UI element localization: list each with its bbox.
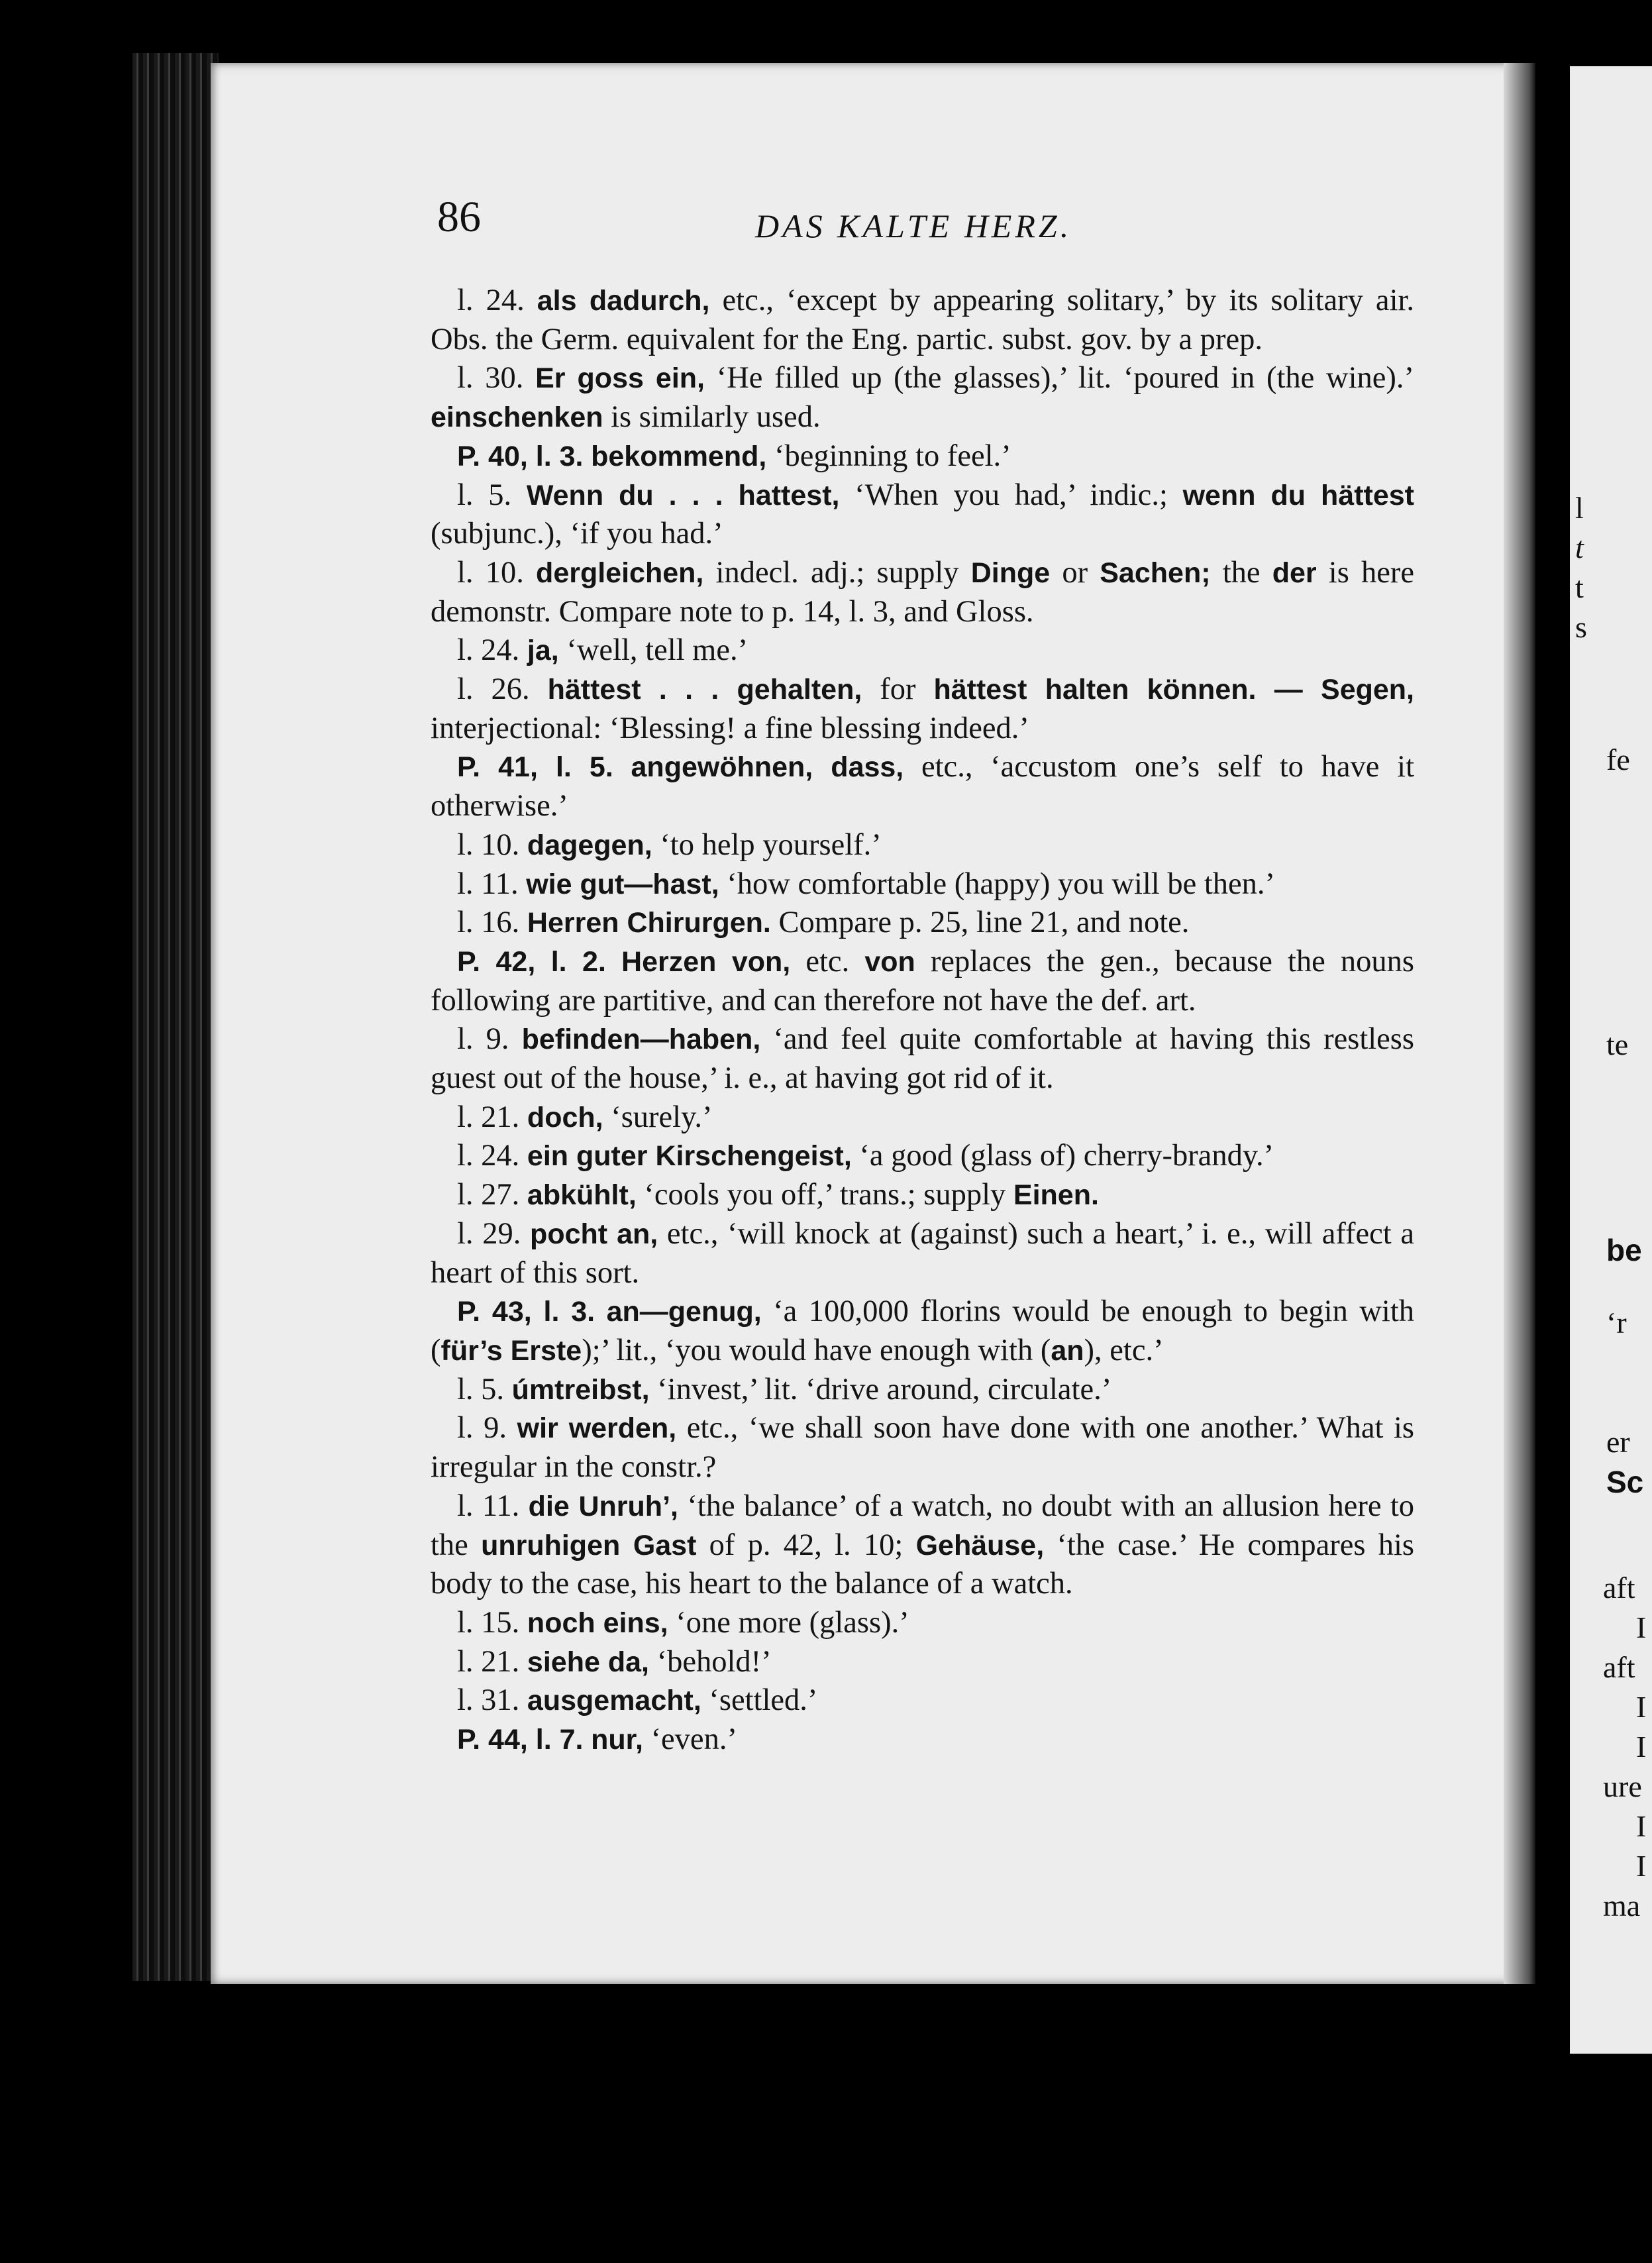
note-paragraph: l. 10. dagegen, ‘to help yourself.’ bbox=[457, 827, 882, 862]
notes-body bbox=[431, 282, 1414, 1760]
adjacent-fragment: I bbox=[1636, 1809, 1647, 1843]
adjacent-fragment: be bbox=[1606, 1233, 1642, 1267]
note-paragraph: l. 11. wie gut—hast, ‘how comfortable (happy) you will be then.’ bbox=[457, 867, 1276, 901]
note-paragraph: l. 21. doch, ‘surely.’ bbox=[457, 1100, 713, 1134]
note-paragraph: l. 5. úmtreibst, ‘invest,’ lit. ‘drive around, circulate.’ bbox=[457, 1372, 1112, 1406]
note-paragraph: P. 40, l. 3. bekommend, ‘beginning to feel.’ bbox=[457, 439, 1011, 473]
note-paragraph: l. 15. noch eins, ‘one more (glass).’ bbox=[457, 1605, 909, 1640]
note-paragraph: l. 16. Herren Chirurgen. Compare p. 25, line 21, and note. bbox=[457, 906, 1190, 940]
adjacent-fragment: ure bbox=[1603, 1769, 1642, 1803]
note-paragraph: l. 5. Wenn du . . . hattest, ‘When you had,’ indic.; wenn du hättest (subjunc.), ‘if you had.’ bbox=[431, 478, 1414, 551]
adjacent-fragment: I bbox=[1636, 1849, 1647, 1883]
adjacent-fragment: ‘r bbox=[1606, 1306, 1627, 1340]
note-paragraph: l. 24. ein guter Kirschengeist, ‘a good (glass of) cherry-brandy.’ bbox=[457, 1139, 1274, 1173]
note-paragraph: l. 27. abkühlt, ‘cools you off,’ trans.; supply Einen. bbox=[457, 1178, 1099, 1212]
adjacent-fragment: te bbox=[1606, 1027, 1629, 1061]
note-paragraph: P. 41, l. 5. angewöhnen, dass, etc., ‘accustom one’s self to have it otherwise.’ bbox=[431, 750, 1414, 823]
gutter-shadow bbox=[1504, 63, 1535, 1984]
adjacent-fragment: aft bbox=[1603, 1650, 1635, 1684]
note-paragraph: l. 31. ausgemacht, ‘settled.’ bbox=[457, 1683, 818, 1718]
note-paragraph: P. 43, l. 3. an—genug, ‘a 100,000 florins would be enough to begin with (für’s Erste);’ lit., ‘you would have enough with (an), etc.’ bbox=[431, 1294, 1414, 1367]
note-paragraph: l. 24. ja, ‘well, tell me.’ bbox=[457, 633, 749, 668]
adjacent-fragment: I bbox=[1636, 1730, 1647, 1763]
adjacent-fragment: ma bbox=[1603, 1889, 1641, 1922]
adjacent-fragment: t bbox=[1575, 570, 1584, 604]
adjacent-fragment: s bbox=[1575, 610, 1587, 644]
adjacent-fragment: I bbox=[1636, 1610, 1647, 1644]
adjacent-page-edge bbox=[1570, 66, 1652, 2054]
note-paragraph: l. 9. befinden—haben, ‘and feel quite comfortable at having this restless guest out of the house,’ i. e., at having got rid of it. bbox=[431, 1022, 1415, 1096]
note-paragraph: l. 30. Er goss ein, ‘He filled up (the glasses),’ lit. ‘poured in (the wine).’ einschenken is similarly used. bbox=[431, 361, 1414, 435]
page-number: 86 bbox=[437, 193, 481, 241]
note-paragraph: l. 21. siehe da, ‘behold!’ bbox=[457, 1644, 772, 1679]
note-paragraph: l. 9. wir werden, etc., ‘we shall soon have done with one another.’ What is irregular in the constr.? bbox=[431, 1411, 1414, 1485]
adjacent-fragment: er bbox=[1606, 1425, 1630, 1459]
adjacent-fragment: Sc bbox=[1606, 1465, 1644, 1499]
note-paragraph: l. 11. die Unruh’, ‘the balance’ of a watch, no doubt with an allusion here to the unruhigen Gast of p. 42, l. 10; Gehäuse, ‘the case.’ He compares his body to the case, his heart to the balance of a watch. bbox=[431, 1489, 1415, 1601]
note-paragraph: P. 44, l. 7. nur, ‘even.’ bbox=[457, 1722, 737, 1757]
note-paragraph: l. 10. dergleichen, indecl. adj.; supply Dinge or Sachen; the der is here demonstr. Compare note to p. 14, l. 3, and Gloss. bbox=[431, 555, 1415, 629]
page-edge-stack bbox=[132, 53, 219, 1981]
note-paragraph: l. 29. pocht an, etc., ‘will knock at (against) such a heart,’ i. e., will affect a heart of this sort. bbox=[431, 1216, 1415, 1290]
note-paragraph: l. 26. hättest . . . gehalten, for hättest halten können. — Segen, interjectional: ‘Blessing! a fine blessing indeed.’ bbox=[431, 672, 1415, 745]
adjacent-fragment: fe bbox=[1606, 743, 1630, 776]
running-title: DAS KALTE HERZ. bbox=[755, 207, 1072, 244]
adjacent-fragment: t bbox=[1575, 531, 1584, 564]
adjacent-fragment: aft bbox=[1603, 1571, 1635, 1605]
adjacent-fragment: I bbox=[1636, 1690, 1647, 1724]
note-paragraph: P. 42, l. 2. Herzen von, etc. von replaces the gen., because the nouns following are partitive, and can therefore not have the def. art. bbox=[431, 944, 1414, 1018]
note-paragraph: l. 24. als dadurch, etc., ‘except by appearing solitary,’ by its solitary air. Obs. the Germ. equivalent for the Eng. partic. subst. gov. by a prep. bbox=[431, 284, 1415, 356]
adjacent-fragment: l bbox=[1575, 491, 1584, 525]
